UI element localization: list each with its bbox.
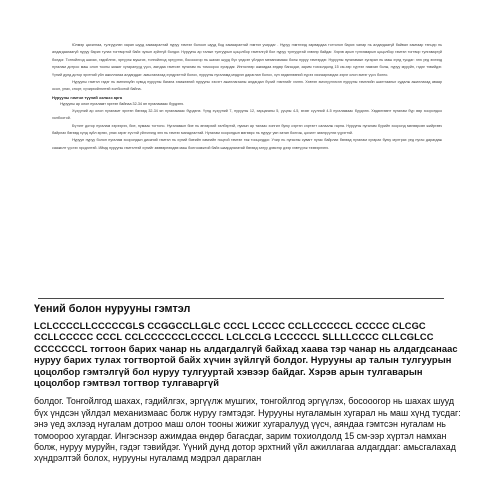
small-paragraph-3: Хүзүүний ар олон нугаламт эрхтэн бөгөөд 32-34 ян нугаламаас бүрдэнэ. Үүнд хүзүүний 7, нурууны 12, харцаганы 5, ууцны 4-5, өгзөг сүүлний 4-5 нугаламаас бүрдэнэ. Хөдөлгөөнт нугалам бүр өөр хоорондоо холбоотой. bbox=[52, 108, 442, 121]
section-heading: Үений болон нурууны гэмтэл bbox=[34, 303, 191, 315]
small-text-block bbox=[52, 42, 442, 152]
section-divider bbox=[38, 298, 444, 299]
small-paragraph-4: Бүтэлт дотор нугалам хэрээрээ, бие, нумаас тогтоно. Нугаламын бие нь өнхөрхий хэлбэртэй, нумын ар талаас хонгил буюу сэртэн сэртэлт салаалж гарна. Нурууны нугалам бүрийн хооронд мөгөөрсөн жийргэвч байрлах бөгөөд хүнд зүйл өргөх, унах зэрэг хүчтэй үйлчлэлд энэ нь гэмтэх магадлалтай. Нугалам хоорондын мөгөөрс нь нурууг уян хатан болгож, цохилт зөөлрүүлэх үүрэгтэй. bbox=[52, 123, 442, 136]
small-section-heading: Нурууны гэмтэл түүний ээлжээ арга bbox=[52, 94, 123, 100]
small-paragraph-5: Нуруун нуруу болон нугалам хоорондын дискний гэмтэл нь хүний биеийн хамгийн ноцтой гэмтэл гэж тооцогддог. Учир нь нугасны сувагт нугас байрлах бөгөөд нугалам хугарах буюу мултрах үед нугас дарагдаж саажилт үүсгэх эрсдэлтэй. Иймд нурууны гэмтэлтэй хүнийг зөөвөрлөхдөө маш болгоомжтой байх шаардлагатай бөгөөд хатуу дэвсгэр дээр хэвтүүлж тээвэрлэнэ. bbox=[52, 138, 442, 150]
small-subheading: Нурууны ар олон нугаламт эрхтэн байнаа 32-34 ян нугаламаас бүрдэнэ. bbox=[60, 101, 184, 106]
bold-paragraph: LCLCCCCLLCCCCCGLS CCGGCCLLGLC CCCL LCCCC CCLLCCCCCL CCCCC CLCGC CCLLCCCCC CCCL CCLCCCCCCLCCCCL LCLCCLG LCCCCCL SLLLLCCCC CLLCGLCC CCCCCCCL тогтоон барих чанар нь алдагдалгүй байхад хаава тэр чанар нь алдагдсанаас нуруу барих тулах тогтвортой байх хүчин зүйлгүй болдог. Нурууны ар талын тулгуурын цоцолбор гэмтэлгүй бол нуруу тулгууртай хэвээр байдаг. Хэрэв арын тулгаварын цоцолбор гэмтвэл тогтвор тулгаваргүй bbox=[34, 321, 458, 389]
large-text-block bbox=[34, 303, 462, 465]
small-paragraph-2: Нурууны гэмтэл гэдэг нь эмнэлзүйн хувьд нурууны багана хэмжээний нурууны хэсэгт ажиллагааны алдагдал бүхий гэмтлийг хэлнэ. Хэвтэн эмчлүүлэгсэн нурууны гэмтлийн шалтгааныг судалж ажиллахад аваар осол, унах, спорт, хүчирхийлэлтэй холбоотой байна. bbox=[52, 80, 442, 92]
small-paragraph-1: Юлмэр цахилгаа, тулгуурлэн харан шууд хамааралтай нуруу гэмтэл болоон шууд бод хамааралтай гэмтэл учирдаг . Нуруу гэмтлээд харвардаа тогтолон барих чанар нь алдагдаагүй байвал хамгаар тэнцэр нь алдагдаагаагүй нуруу барих тулах тогтвортой байх чухын зүйлгүй болдог. Нурууны ар талын тулгуурын цоцолбор гэмтэлгүй бол нуруу тулгууртай хэвэнр байдаг. Хэрэв арын түлхэмарын цоцолбор гэмтэл тогтвор тулгаваргүй болдог. Тонгойлгод шахах, гэдийлгэх, эргүүлж мушгих, тонгойлгод эргүүлэх, босооогор нь шахах шууд бүх үндсэн үйлдэл механизмаас болж нуруу гэмтэрдэг. Нурууны нугаламын хугарал нь маш хүнд тусдаг: энэ үед эхлээд нугалам дотроо маш олон тооны жижиг хугаралуүд үүсч, аяндаа гэмтсэн нугалам нь томоороо хугардаг. Ингэснээр ажимдаа өндөр багасдаг, зарим тохиолдолд 15 см-ээр хүртэл намхан болж, нуруу муруйн, гэдэг тэвийдэг. Үүний дунд дотор эрхтний үйл ажиллагаа алдагддаг: амьсгалахад хүндрэлтэй болох, нурууны нугаламд мэдрэл дараглан болох, хүн хөдөлгөөний хүрээ хязгаарлагдах зэрэг олон эмгэг үүсч болно. bbox=[52, 43, 442, 77]
body-paragraph: болдог. Тонгойлгод шахах, гэдийлгэх, эргүүлж мушгих, тонгойлгод эргүүлэх, босооогор нь шахах шууд бүх үндсэн үйлдэл механизмаас болж нуруу гэмтэдэг. Нурууны нугаламын хугарал нь маш хүнд тусдаг: энэ үед эхлээд нугалам дотроо маш олон тооны жижиг хугаралууд үүсч, аяндаа гэмтсэн нугалам нь томоороо хугардаг. Ингэснээр ажимдаа өндөр багасдаг, зарим тохиолдолд 15 см-ээр хүртэл намхан болж, нуруу муруйн, гэдэг тэвийдэг. Үүний дунд дотор эрхтний үйл ажиллагаа алдагддаг: амьсгалахад хүндрэлтэй болох, нурууны нугаламд мэдрэл дараглан bbox=[34, 396, 461, 464]
